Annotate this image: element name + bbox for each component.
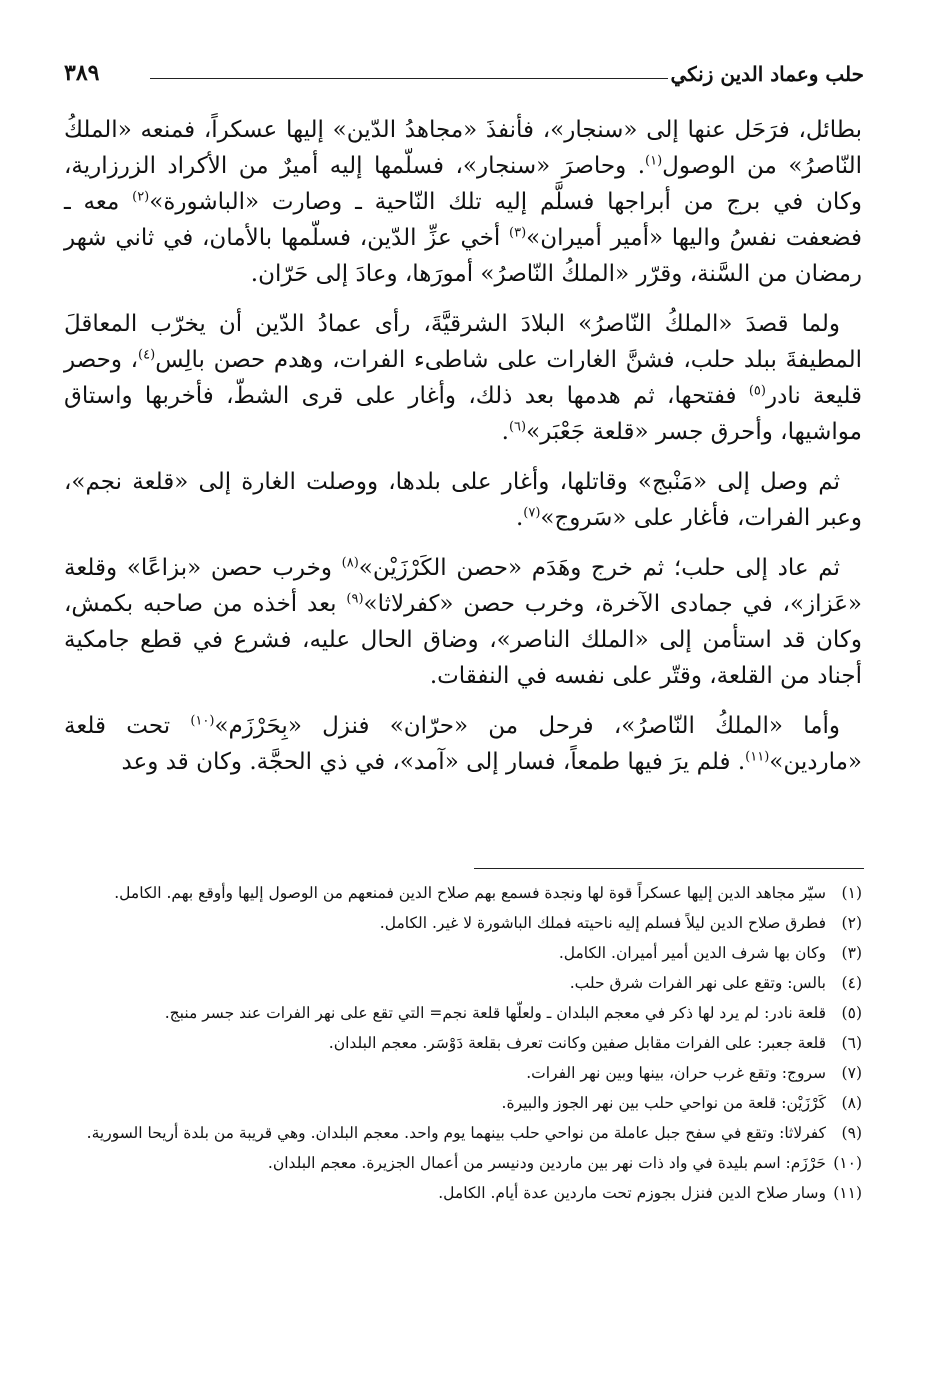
text-run: . فلم يرَ فيها طمعاً، فسار إلى «آمد»، في ذي الحجَّة. وكان قد وعد <box>121 749 746 775</box>
text-run: أخي عزِّ الدّين، فسلّمها بالأمان، في ثاني شهر رمضان من السَّنة، وقرّر «الملكُ النّاصرُ» أمورَها، وعادَ إلى حَرّان. <box>64 225 862 287</box>
page-header <box>64 52 864 86</box>
footnote-number: (١) <box>841 884 862 902</box>
footnote-text: قلعة نادر: لم يرد لها ذكر في معجم البلدان ـ ولعلّها قلعة نجم= التي تقع على نهر الفرات عند جسر منبج. <box>164 1004 826 1022</box>
text-run: ثم عاد إلى حلب؛ ثم خرج وهَدَم «حصن الكَرْزَيْن» <box>358 555 840 581</box>
footnote-number: (٢) <box>841 914 862 932</box>
page-number: ٣٨٩ <box>64 60 100 86</box>
footnote <box>64 1030 862 1056</box>
text-run: . <box>515 505 524 531</box>
footnote-text: سروج: وتقع غرب حران، بينها وبين نهر الفرات. <box>526 1064 826 1082</box>
footnote-text: وكان بها شرف الدين أمير أميران. الكامل. <box>558 944 826 962</box>
footnote-ref: (١٠) <box>190 713 215 729</box>
main-text <box>64 112 862 794</box>
footnote <box>64 1180 862 1206</box>
footnote-text: سيّر مجاهد الدين إليها عسكراً قوة لها ونجدة فسمع بهم صلاح الدين فمنعهم من الوصول إليها وأوقع بهم. الكامل. <box>114 884 826 902</box>
footnote-number: (١١) <box>833 1184 862 1202</box>
footnote-ref: (١١) <box>745 749 770 765</box>
text-run: ثم وصل إلى «مَنْبج» وقاتلها، وأغار على بلدها، ووصلت الغارة إلى «قلعة نجم»، وعبر الفرات، فأغار على «سَروج» <box>64 469 862 531</box>
footnote-number: (٦) <box>841 1034 862 1052</box>
text-run: بطائل، فرَحَل عنها إلى «سنجار»، فأنفذَ «مجاهدُ الدّين» إليها عسكراً، فمنعه «الملكُ النّاصرُ» من الوصول <box>64 117 862 179</box>
footnote-text: قلعة جعبر: على الفرات مقابل صفين وكانت تعرف بقلعة دَوْسَر. معجم البلدان. <box>328 1034 826 1052</box>
text-run: تحت قلعة «ماردين» <box>64 713 862 775</box>
footnote-text: فطرق صلاح الدين ليلاً فسلم إليه ناحيته فملك الباشورة لا غير. الكامل. <box>379 914 826 932</box>
footnote <box>64 1090 862 1116</box>
footnote-ref: (٤) <box>138 347 156 363</box>
running-title: حلب وعماد الدين زنكي <box>670 62 864 86</box>
footnote <box>64 910 862 936</box>
text-run: . <box>501 419 509 445</box>
footnote-number: (١٠) <box>833 1154 862 1172</box>
footnote-number: (٥) <box>841 1004 862 1022</box>
footnote-number: (٩) <box>841 1124 862 1142</box>
text-run: ولما قصدَ «الملكُ النّاصرُ» البلادَ الشرقيَّةَ، رأى عمادُ الدّين أن يخرّب المعاقلَ المطيفةَ ببلد حلب، فشنَّ الغارات على شاطىء الفرات، وهدم حصن بالِس <box>64 311 862 373</box>
text-run: . وحاصرَ «سنجار»، فسلّمها إليه أميرٌ من الأكراد الزرزارية، وكان في برج من أبراجها فسلَّم إليه تلك النّاحية ـ وصارت «الباشورة» <box>64 153 862 215</box>
footnote <box>64 1120 862 1146</box>
paragraph <box>64 708 862 780</box>
footnote-number: (٨) <box>841 1094 862 1112</box>
footnote <box>64 1000 862 1026</box>
text-run: وخرب حصن «بزاعًا» وقلعة «عَزاز»، في جمادى الآخرة، وخرب حصن «كفرلاثا» <box>64 555 863 617</box>
footnote-separator <box>474 868 864 869</box>
footnote-text: كَرْزَيْن: قلعة من نواحي حلب بين نهر الجوز والبيرة. <box>501 1094 826 1112</box>
paragraph <box>64 550 862 694</box>
footnote-ref: (١) <box>645 153 663 169</box>
footnote-ref: (٣) <box>509 225 527 241</box>
header-rule <box>150 78 668 79</box>
text-run: بعد أخذه من صاحبه بكمش، وكان قد استأمن إلى «الملك الناصر»، وضاق الحال عليه، فشرع في قطع جامكية أجناد من القلعة، وقتّر على نفسه في النفقات. <box>64 591 862 689</box>
footnote-ref: (٩) <box>346 591 364 607</box>
text-run: ، وحصر قليعة نادر <box>64 347 863 409</box>
footnotes <box>64 880 862 1210</box>
paragraph <box>64 112 862 292</box>
footnote-number: (٤) <box>841 974 862 992</box>
footnote-text: وسار صلاح الدين فنزل بجوزم تحت ماردين عدة أيام. الكامل. <box>438 1184 826 1202</box>
paragraph <box>64 464 862 536</box>
footnote <box>64 1150 862 1176</box>
footnote <box>64 970 862 996</box>
footnote-ref: (٥) <box>748 383 766 399</box>
footnote-ref: (٦) <box>508 419 527 435</box>
footnote-text: كفرلاثا: وتقع في سفح جبل عاملة من نواحي حلب بينهما يوم واحد. معجم البلدان. وهي قريبة من بلدة أريحا السورية. <box>86 1124 826 1142</box>
footnote <box>64 880 862 906</box>
footnote-ref: (٧) <box>523 505 541 521</box>
text-run: وأما «الملكُ النّاصرُ»، فرحل من «حرّان» فنزل «بِحَرْزَم» <box>214 713 840 739</box>
footnote-text: بالس: وتقع على نهر الفرات شرق حلب. <box>569 974 826 992</box>
footnote-ref: (٢) <box>132 189 150 205</box>
text-run: معه ـ فضعفت نفسُ واليها «أمير أميران» <box>64 189 862 251</box>
footnote <box>64 1060 862 1086</box>
text-run: ففتحها، ثم هدمها بعد ذلك، وأغار على قرى الشطّ، فأخربها واستاق مواشيها، وأحرق جسر «قلعة جَعْبَر» <box>64 383 862 445</box>
footnote-text: حَرْزَم: اسم بليدة في واد ذات نهر بين ماردين ودنيسر من أعمال الجزيرة. معجم البلدان. <box>267 1154 826 1172</box>
footnote <box>64 940 862 966</box>
paragraph <box>64 306 862 450</box>
footnote-ref: (٨) <box>341 555 359 571</box>
footnote-number: (٧) <box>841 1064 862 1082</box>
footnote-number: (٣) <box>841 944 862 962</box>
